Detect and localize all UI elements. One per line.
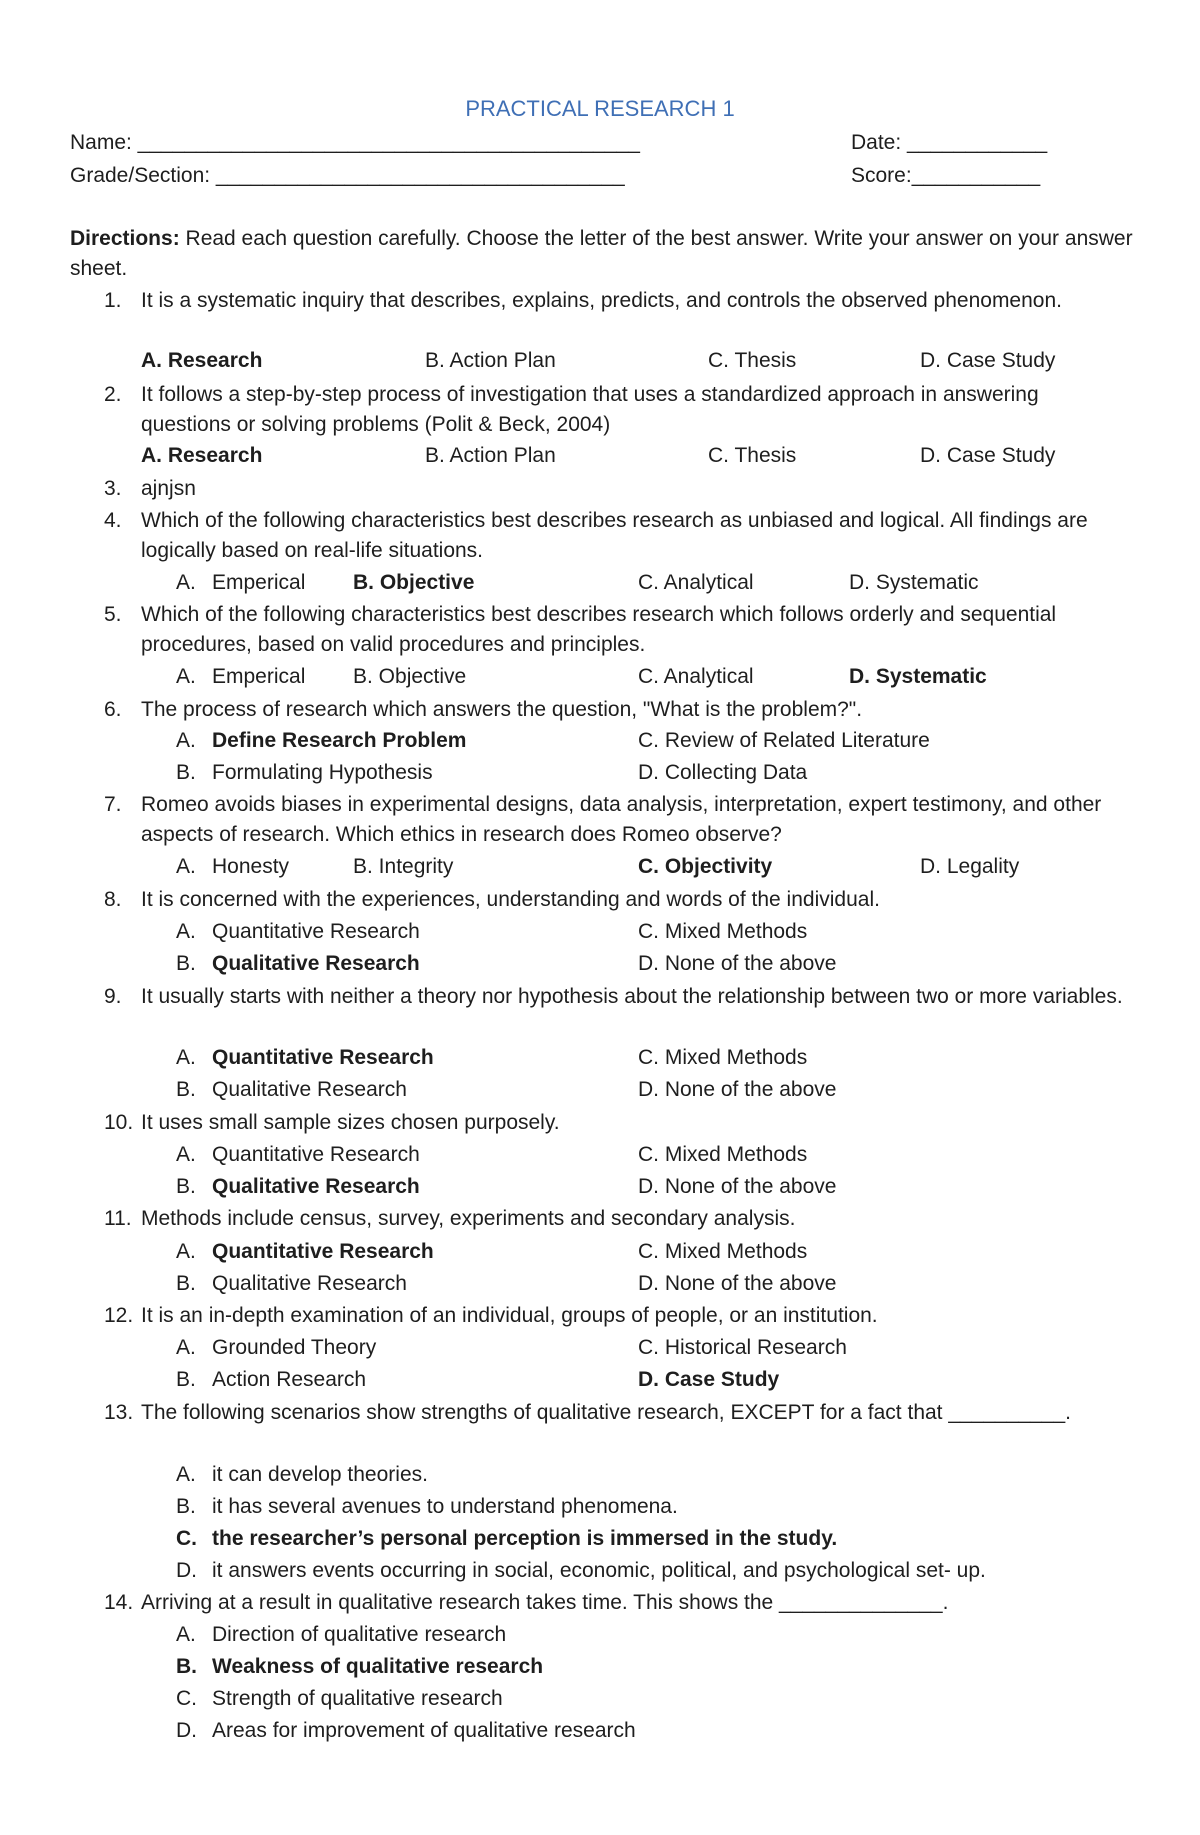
q4-option-a: A. Emperical (176, 571, 306, 594)
question-number: 8. (104, 888, 122, 911)
question-text: Romeo avoids biases in experimental designs, data analysis, interpretation, expert testimony, and other aspects of research. Which ethics in research does Romeo observe? (141, 793, 1102, 846)
question-text: The process of research which answers the question, "What is the problem?". (141, 698, 863, 721)
question-5 (104, 600, 1134, 660)
q11-option-b: B. Qualitative Research (176, 1272, 407, 1295)
question-4 (104, 506, 1134, 566)
question-text: It follows a step-by-step process of investigation that uses a standardized approach in answering questions or solving problems (Polit & Beck, 2004) (141, 383, 1039, 436)
q13-option-d: D. it answers events occurring in social, economic, political, and psychological set- up. (176, 1559, 986, 1582)
question-number: 5. (104, 603, 122, 626)
q14-option-a: A. Direction of qualitative research (176, 1623, 507, 1646)
question-6 (104, 695, 1134, 725)
question-text: Methods include census, survey, experiments and secondary analysis. (141, 1207, 796, 1230)
q8-option-a: A. Quantitative Research (176, 920, 420, 943)
q11-option-a: A. Quantitative Research (176, 1240, 434, 1263)
q1-option-a: A. Research (141, 349, 263, 372)
question-8 (104, 885, 1134, 915)
q6-option-b: B. Formulating Hypothesis (176, 761, 433, 784)
q12-option-c: C. Historical Research (638, 1336, 847, 1359)
q5-option-c: C. Analytical (638, 665, 754, 688)
question-2 (104, 380, 1134, 440)
q1-option-b: B. Action Plan (425, 349, 556, 372)
q4-option-b: B. Objective (353, 571, 475, 594)
question-number: 7. (104, 793, 122, 816)
q10-option-a: A. Quantitative Research (176, 1143, 420, 1166)
q6-option-c: C. Review of Related Literature (638, 729, 930, 752)
question-number: 2. (104, 383, 122, 406)
q13-option-a: A. it can develop theories. (176, 1463, 428, 1486)
question-number: 4. (104, 509, 122, 532)
q11-option-d: D. None of the above (638, 1272, 837, 1295)
question-14 (104, 1588, 1134, 1618)
question-text: The following scenarios show strengths of qualitative research, EXCEPT for a fact that __________. (141, 1401, 1071, 1424)
q6-option-a: A. Define Research Problem (176, 729, 467, 752)
q5-option-d: D. Systematic (849, 665, 987, 688)
q10-option-d: D. None of the above (638, 1175, 837, 1198)
q9-option-c: C. Mixed Methods (638, 1046, 808, 1069)
question-12 (104, 1301, 1134, 1331)
question-number: 6. (104, 698, 122, 721)
question-text: It is a systematic inquiry that describes, explains, predicts, and controls the observed phenomenon. (141, 289, 1062, 312)
q12-option-a: A. Grounded Theory (176, 1336, 377, 1359)
q8-option-b: B. Qualitative Research (176, 952, 420, 975)
q5-option-a: A. Emperical (176, 665, 306, 688)
q12-option-d: D. Case Study (638, 1368, 780, 1391)
q14-option-d: D. Areas for improvement of qualitative research (176, 1719, 636, 1742)
question-number: 10. (104, 1111, 134, 1134)
q10-option-c: C. Mixed Methods (638, 1143, 808, 1166)
grade-section-field-line: Grade/Section: ___________________________________ (70, 164, 625, 187)
question-13 (104, 1398, 1134, 1428)
q1-option-c: C. Thesis (708, 349, 797, 372)
q13-option-b: B. it has several avenues to understand phenomena. (176, 1495, 678, 1518)
q1-option-d: D. Case Study (920, 349, 1056, 372)
question-11 (104, 1204, 1134, 1234)
q7-option-b: B. Integrity (353, 855, 454, 878)
q14-option-c: C. Strength of qualitative research (176, 1687, 503, 1710)
q2-option-a: A. Research (141, 444, 263, 467)
question-text: It is an in-depth examination of an individual, groups of people, or an institution. (141, 1304, 878, 1327)
q12-option-b: B. Action Research (176, 1368, 367, 1391)
q2-option-d: D. Case Study (920, 444, 1056, 467)
question-number: 9. (104, 985, 122, 1008)
question-9 (104, 982, 1134, 1012)
q7-option-a: A. Honesty (176, 855, 290, 878)
q14-option-b: B. Weakness of qualitative research (176, 1655, 544, 1678)
question-text: ajnjsn (141, 477, 196, 500)
q10-option-b: B. Qualitative Research (176, 1175, 420, 1198)
question-number: 14. (104, 1591, 134, 1614)
q4-option-c: C. Analytical (638, 571, 754, 594)
question-1 (104, 286, 1134, 316)
q7-option-c: C. Objectivity (638, 855, 773, 878)
q9-option-a: A. Quantitative Research (176, 1046, 434, 1069)
question-text: Which of the following characteristics best describes research as unbiased and logical. All findings are logically based on real-life situations. (141, 509, 1088, 562)
directions-label: Directions: (70, 227, 180, 250)
q8-option-d: D. None of the above (638, 952, 837, 975)
q6-option-d: D. Collecting Data (638, 761, 808, 784)
question-number: 11. (104, 1207, 132, 1230)
q8-option-c: C. Mixed Methods (638, 920, 808, 943)
q11-option-c: C. Mixed Methods (638, 1240, 808, 1263)
q2-option-c: C. Thesis (708, 444, 797, 467)
q5-option-b: B. Objective (353, 665, 467, 688)
question-text: It usually starts with neither a theory nor hypothesis about the relationship between two or more variables. (141, 985, 1123, 1008)
q2-option-b: B. Action Plan (425, 444, 556, 467)
q9-option-d: D. None of the above (638, 1078, 837, 1101)
q9-option-b: B. Qualitative Research (176, 1078, 407, 1101)
question-3 (104, 474, 1134, 504)
score-field-line: Score:___________ (851, 164, 1041, 187)
q4-option-d: D. Systematic (849, 571, 979, 594)
date-field-line: Date: ____________ (851, 131, 1048, 154)
question-number: 12. (104, 1304, 134, 1327)
directions-text: Read each question carefully. Choose the letter of the best answer. Write your answer on your answer sheet. (70, 227, 1133, 280)
question-10 (104, 1108, 1134, 1138)
q7-option-d: D. Legality (920, 855, 1020, 878)
question-text: Arriving at a result in qualitative research takes time. This shows the ______________. (141, 1591, 949, 1614)
directions (70, 224, 1140, 284)
question-number: 1. (104, 289, 122, 312)
question-text: It is concerned with the experiences, understanding and words of the individual. (141, 888, 880, 911)
question-text: It uses small sample sizes chosen purposely. (141, 1111, 560, 1134)
question-7 (104, 790, 1134, 850)
question-number: 13. (104, 1401, 134, 1424)
question-number: 3. (104, 477, 122, 500)
name-field-line: Name: ___________________________________________ (70, 131, 640, 154)
q13-option-c: C. the researcher’s personal perception is immersed in the study. (176, 1527, 838, 1550)
page-title: PRACTICAL RESEARCH 1 (465, 96, 735, 121)
question-text: Which of the following characteristics best describes research which follows orderly and sequential procedures, based on valid procedures and principles. (141, 603, 1057, 656)
